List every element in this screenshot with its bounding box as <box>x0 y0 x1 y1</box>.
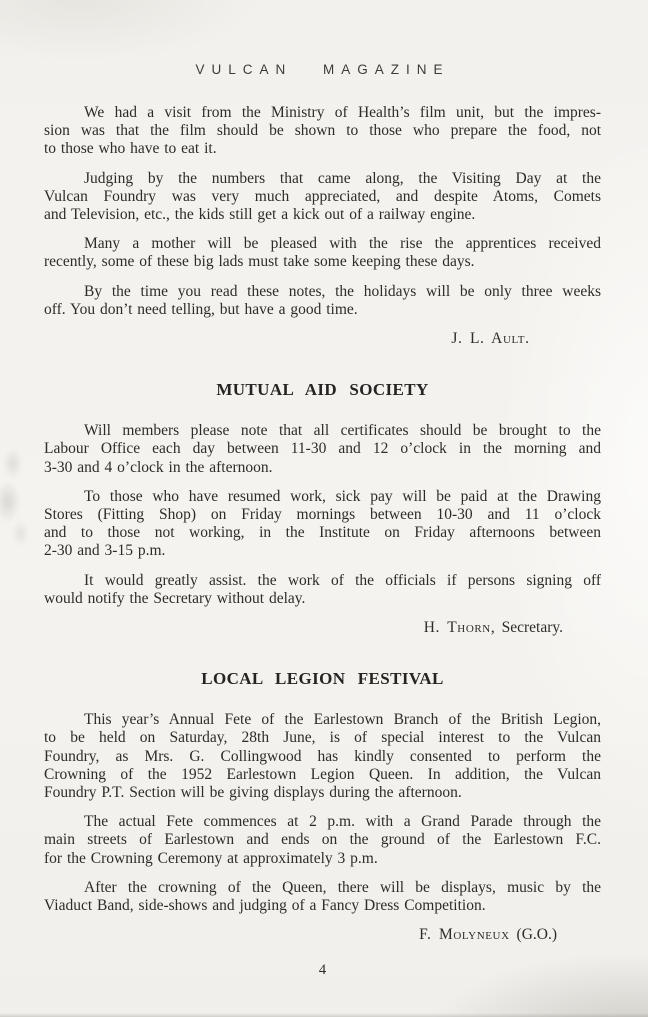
text-line: and to those not working, in the Institute on Friday afternoons between <box>44 524 601 542</box>
signature-name: J. L. Ault <box>451 330 526 348</box>
article-section <box>44 380 601 637</box>
text-line: 2-30 and 3-15 p.m. <box>44 542 166 560</box>
text-line: Many a mother will be pleased with the rise the apprentices received <box>84 235 601 253</box>
editor-notes-section <box>44 104 601 348</box>
text-line: By the time you read these notes, the holidays will be only three weeks <box>84 282 601 300</box>
text-line: recently, some of these big lads must take some keeping these days. <box>44 253 475 271</box>
paragraph <box>44 170 601 225</box>
signature <box>44 619 601 637</box>
text-line: To those who have resumed work, sick pay will be paid at the Drawing <box>84 487 601 505</box>
text-line: and Television, etc., the kids still get a kick out of a railway engine. <box>44 206 476 224</box>
text-line: Stores (Fitting Shop) on Friday mornings between 10-30 and 11 o’clock <box>44 506 601 524</box>
magazine-title: VULCAN MAGAZINE <box>195 62 450 77</box>
paragraph <box>44 879 601 915</box>
paragraph <box>44 488 601 561</box>
text-line: Foundry P.T. Section will be giving displays during the afternoon. <box>44 784 462 802</box>
article-section <box>44 669 601 944</box>
text-line: Foundry, as Mrs. G. Collingwood has kindly consented to perform the <box>44 747 601 765</box>
paragraph <box>44 572 601 608</box>
paragraph <box>44 283 601 319</box>
page-number: 4 <box>318 961 327 978</box>
paragraph <box>44 813 601 868</box>
text-line: We had a visit from the Ministry of Health’s film unit, but the impres- <box>84 104 601 121</box>
scan-smudge-artifact <box>0 438 44 554</box>
paragraph <box>44 104 601 159</box>
section-heading: MUTUAL AID SOCIETY <box>216 380 429 400</box>
section-heading: LOCAL LEGION FESTIVAL <box>201 669 444 689</box>
text-line: Viaduct Band, side-shows and judging of a Fancy Dress Competition. <box>44 897 486 915</box>
text-line: Will members please note that all certificates should be brought to the <box>84 422 601 440</box>
text-line: 3-30 and 4 o’clock in the afternoon. <box>44 458 273 476</box>
signature-name: F. Molyneux <box>419 926 510 944</box>
paragraph <box>44 711 601 802</box>
text-line: The actual Fete commences at 2 p.m. with a Grand Parade through the <box>84 813 601 831</box>
signature-suffix: . <box>525 330 529 348</box>
text-line: to those who have to eat it. <box>44 140 217 158</box>
text-line: off. You don’t need telling, but have a good time. <box>44 300 358 318</box>
text-line: This year’s Annual Fete of the Earlestown Branch of the British Legion, <box>84 711 601 729</box>
text-line: would notify the Secretary without delay. <box>44 589 306 607</box>
signature <box>44 926 601 944</box>
text-line: for the Crowning Ceremony at approximately 3 p.m. <box>44 849 378 867</box>
scan-edge-shadow <box>0 1013 648 1017</box>
paragraph <box>44 235 601 271</box>
text-line: It would greatly assist. the work of the officials if persons signing off <box>84 571 601 589</box>
paragraph <box>44 422 601 477</box>
text-line: Vulcan Foundry was very much appreciated, and despite Atoms, Comets <box>44 187 601 205</box>
text-line: Labour Office each day between 11-30 and 12 o’clock in the morning and <box>44 440 601 458</box>
text-line: After the crowning of the Queen, there will be displays, music by the <box>84 878 601 896</box>
text-line: sion was that the film should be shown to those who prepare the food, not <box>44 122 601 140</box>
text-line: Crowning of the 1952 Earlestown Legion Queen. In addition, the Vulcan <box>44 765 601 783</box>
page-body <box>44 104 601 945</box>
signature-name: H. Thorn <box>423 619 491 637</box>
text-line: to be held on Saturday, 28th June, is of special interest to the Vulcan <box>44 729 601 747</box>
text-line: main streets of Earlestown and ends on the ground of the Earlestown F.C. <box>44 831 601 849</box>
signature <box>44 330 601 348</box>
signature-suffix: , Secretary. <box>490 619 563 637</box>
signature-suffix: (G.O.) <box>509 926 557 944</box>
text-line: Judging by the numbers that came along, the Visiting Day at the <box>84 169 601 187</box>
